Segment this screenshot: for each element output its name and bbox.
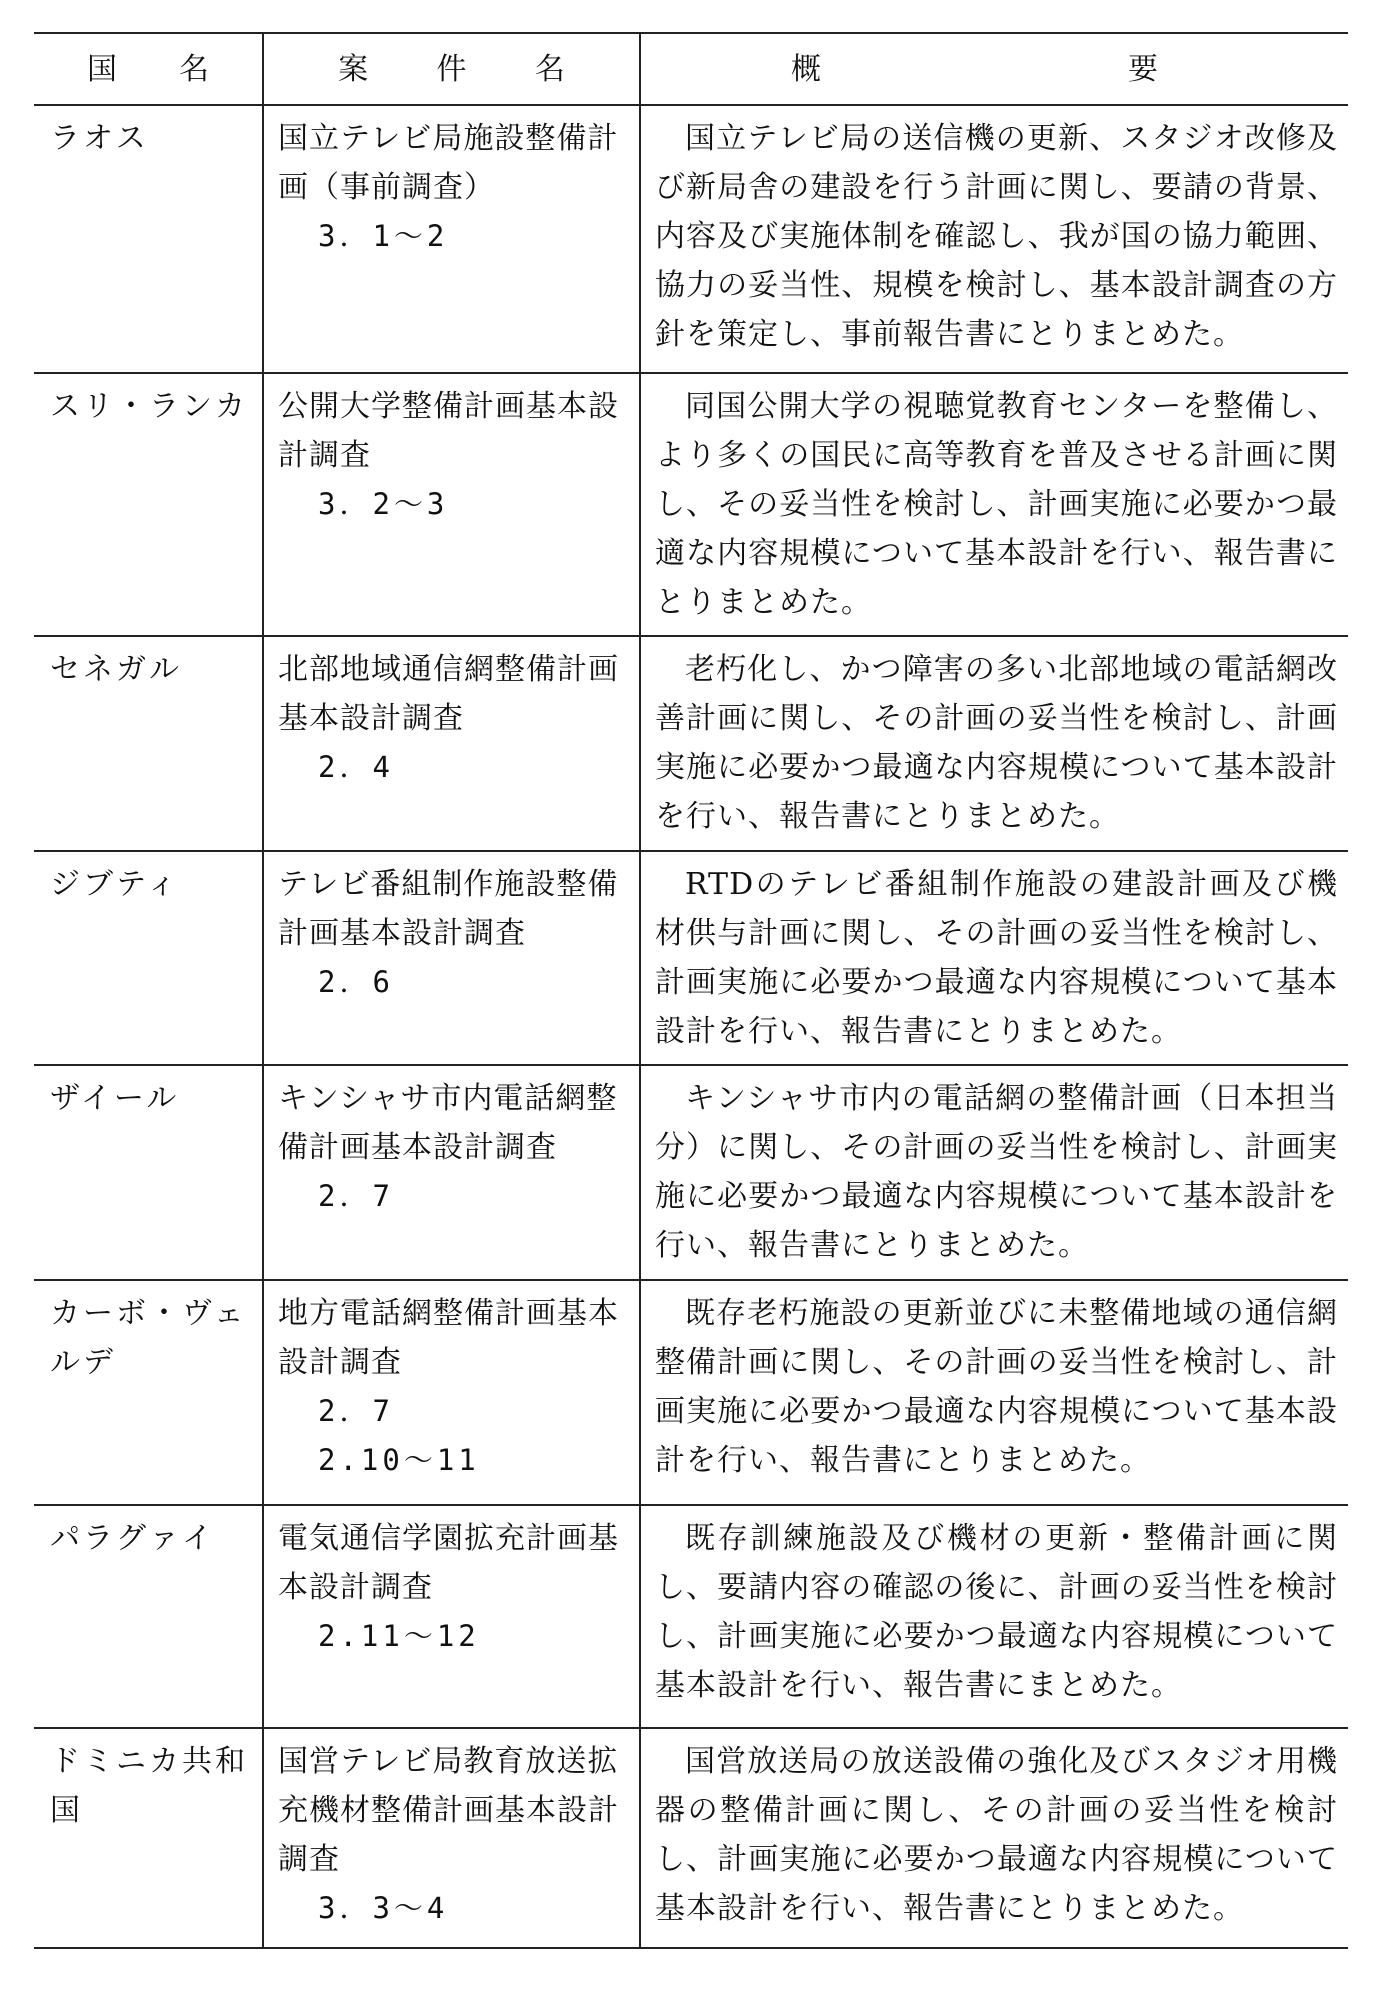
- table-body: [34, 105, 1348, 1948]
- table-row: [34, 105, 1348, 373]
- country-cell: ドミニカ共和国: [34, 1728, 263, 1948]
- project-cell: [263, 636, 640, 851]
- project-name: 電気通信学園拡充計画基本設計調査: [278, 1521, 619, 1605]
- summary-cell: キンシャサ市内の電話網の整備計画（日本担当分）に関し、その計画の妥当性を検討し、計画実施に必要かつ最適な内容規模について基本設計を行い、報告書にとりまとめた。: [640, 1065, 1348, 1280]
- project-period: 2．4: [318, 750, 394, 784]
- table-row: [34, 373, 1348, 636]
- summary-cell: 同国公開大学の視聴覚教育センターを整備し、より多くの国民に高等教育を普及させる計画に関し、その妥当性を検討し、計画実施に必要かつ最適な内容規模について基本設計を行い、報告書にとりまとめた。: [640, 373, 1348, 636]
- table-row: [34, 1505, 1348, 1728]
- table-header: [34, 33, 1348, 105]
- project-period: 3．3～4: [318, 1891, 449, 1925]
- project-name: 公開大学整備計画基本設計調査: [278, 389, 619, 473]
- project-period: 2．7: [318, 1394, 394, 1428]
- project-period: 2．6: [318, 965, 394, 999]
- country-cell: ラオス: [34, 105, 263, 373]
- header-country-char: 国: [87, 51, 117, 87]
- header-summary-char: 要: [1128, 51, 1158, 87]
- header-summary-char: 概: [791, 51, 821, 87]
- header-project-char: 件: [436, 51, 467, 87]
- projects-table: [34, 32, 1348, 1949]
- summary-cell: RTDのテレビ番組制作施設の建設計画及び機材供与計画に関し、その計画の妥当性を検討し、計画実施に必要かつ最適な内容規模について基本設計を行い、報告書にとりまとめた。: [640, 851, 1348, 1065]
- header-country: [34, 33, 263, 105]
- project-cell: [263, 1280, 640, 1505]
- project-name: キンシャサ市内電話網整備計画基本設計調査: [278, 1081, 618, 1165]
- summary-cell: 国立テレビ局の送信機の更新、スタジオ改修及び新局舎の建設を行う計画に関し、要請の背景、内容及び実施体制を確認し、我が国の協力範囲、協力の妥当性、規模を検討し、基本設計調査の方針を策定し、事前報告書にとりまとめた。: [640, 105, 1348, 373]
- project-cell: [263, 1505, 640, 1728]
- project-name: 国営テレビ局教育放送拡充機材整備計画基本設計調査: [278, 1744, 619, 1877]
- project-cell: [263, 105, 640, 373]
- project-cell: [263, 1728, 640, 1948]
- project-name: テレビ番組制作施設整備計画基本設計調査: [278, 867, 619, 951]
- project-period: 2.11～12: [318, 1619, 480, 1653]
- project-name: 地方電話網整備計画基本設計調査: [278, 1296, 619, 1380]
- header-summary: [640, 33, 1348, 105]
- header-country-char: 名: [179, 51, 209, 87]
- project-name: 国立テレビ局施設整備計画（事前調査）: [278, 121, 619, 205]
- project-cell: [263, 851, 640, 1065]
- table-row: [34, 1280, 1348, 1505]
- country-cell: ザイール: [34, 1065, 263, 1280]
- project-cell: [263, 1065, 640, 1280]
- table-row: [34, 1065, 1348, 1280]
- header-project-char: 案: [338, 51, 369, 87]
- table-row: [34, 636, 1348, 851]
- country-cell: パラグァイ: [34, 1505, 263, 1728]
- country-cell: ジブティ: [34, 851, 263, 1065]
- project-name: 北部地域通信網整備計画基本設計調査: [278, 652, 619, 736]
- summary-cell: 既存訓練施設及び機材の更新・整備計画に関し、要請内容の確認の後に、計画の妥当性を検討し、計画実施に必要かつ最適な内容規模について基本設計を行い、報告書にまとめた。: [640, 1505, 1348, 1728]
- project-period-secondary: 2.10～11: [318, 1443, 480, 1477]
- project-period: 3．1～2: [318, 219, 449, 253]
- summary-cell: 国営放送局の放送設備の強化及びスタジオ用機器の整備計画に関し、その計画の妥当性を検討し、計画実施に必要かつ最適な内容規模について基本設計を行い、報告書にとりまとめた。: [640, 1728, 1348, 1948]
- country-cell: カーボ・ヴェルデ: [34, 1280, 263, 1505]
- header-project: [263, 33, 640, 105]
- project-cell: [263, 373, 640, 636]
- project-period: 3．2～3: [318, 487, 449, 521]
- project-period: 2．7: [318, 1179, 394, 1213]
- country-cell: スリ・ランカ: [34, 373, 263, 636]
- summary-cell: 老朽化し、かつ障害の多い北部地域の電話網改善計画に関し、その計画の妥当性を検討し、計画実施に必要かつ最適な内容規模について基本設計を行い、報告書にとりまとめた。: [640, 636, 1348, 851]
- summary-cell: 既存老朽施設の更新並びに未整備地域の通信網整備計画に関し、その計画の妥当性を検討し、計画実施に必要かつ最適な内容規模について基本設計を行い、報告書にとりまとめた。: [640, 1280, 1348, 1505]
- table-row: [34, 1728, 1348, 1948]
- country-cell: セネガル: [34, 636, 263, 851]
- table-row: [34, 851, 1348, 1065]
- header-row: [34, 33, 1348, 105]
- header-project-char: 名: [534, 51, 565, 87]
